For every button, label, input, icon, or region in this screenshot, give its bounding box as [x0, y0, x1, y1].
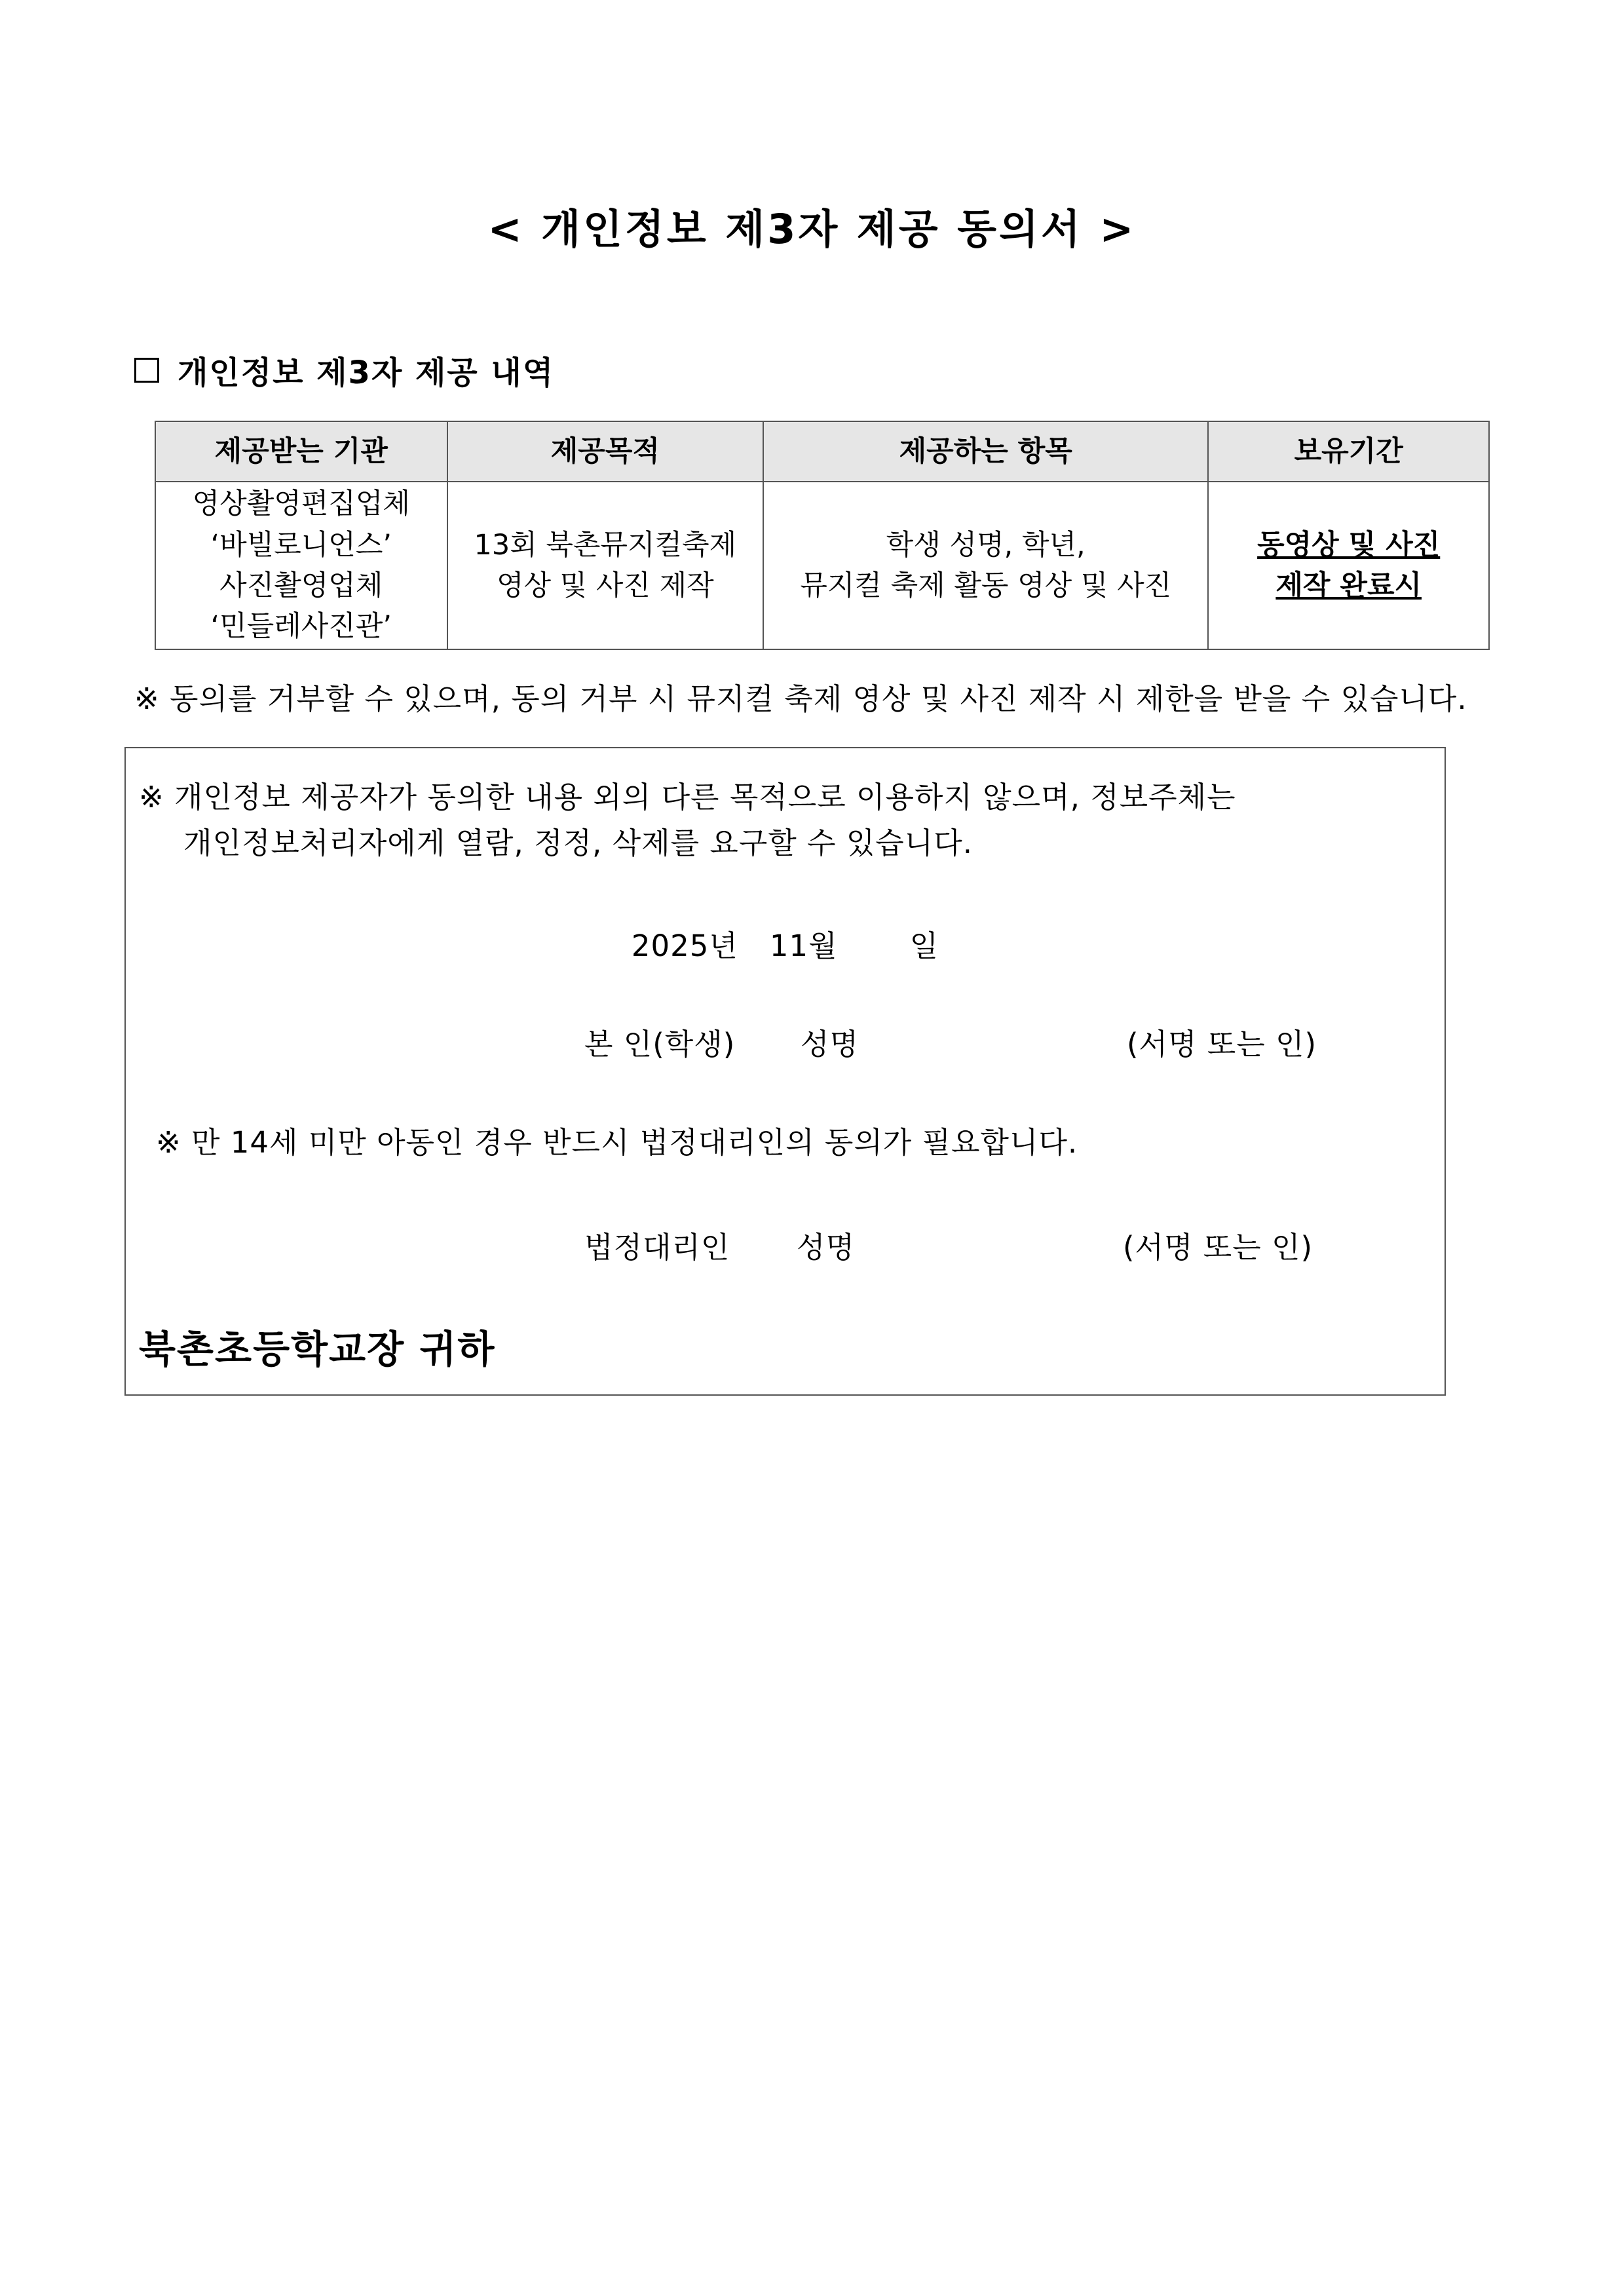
student-name-label: 성명 [801, 1027, 859, 1062]
document-title: < 개인정보 제3자 제공 동의서 > [487, 205, 1137, 253]
date-year: 2025년 [631, 928, 738, 963]
purpose-line: 13회 북촌뮤지컬축제 [474, 528, 737, 562]
refusal-note: ※ 동의를 거부할 수 있으며, 동의 거부 시 뮤지컬 축제 영상 및 사진 제작 시 제한을 받을 수 있습니다. [134, 681, 1467, 716]
header-retention: 보유기간 [1208, 421, 1489, 482]
cell-recipient [155, 482, 447, 649]
consent-box [124, 747, 1446, 1396]
cell-purpose [447, 482, 764, 649]
addressee: 북촌초등학교장 귀하 [139, 1327, 496, 1371]
date-month: 11월 [769, 928, 838, 963]
student-role-label: 본 인(학생) [584, 1027, 736, 1062]
recipient-line: 사진촬영업체 [219, 569, 383, 602]
guardian-name-label: 성명 [797, 1230, 855, 1265]
purpose-line: 영상 및 사진 제작 [496, 569, 714, 602]
header-purpose: 제공목적 [447, 421, 764, 482]
date-day: 일 [909, 928, 939, 963]
retention-line: 제작 완료시 [1275, 569, 1422, 602]
retention-line: 동영상 및 사진 [1257, 528, 1441, 562]
guardian-role-label: 법정대리인 [584, 1230, 730, 1265]
minor-consent-note: ※ 만 14세 미만 아동인 경우 반드시 법정대리인의 동의가 필요합니다. [156, 1125, 1078, 1160]
usage-notice [139, 775, 1436, 866]
header-items: 제공하는 항목 [763, 421, 1208, 482]
cell-items [763, 482, 1208, 649]
recipient-line: 영상촬영편집업체 [192, 488, 410, 521]
guardian-signature-mark: (서명 또는 인) [1123, 1230, 1313, 1265]
cell-retention [1208, 482, 1489, 649]
usage-notice-line: ※ 개인정보 제공자가 동의한 내용 외의 다른 목적으로 이용하지 않으며, 정보주체는 [139, 780, 1236, 814]
items-line: 뮤지컬 축제 활동 영상 및 사진 [800, 569, 1172, 602]
section-heading-text: 개인정보 제3자 제공 내역 [178, 354, 555, 391]
checkbox-icon [134, 358, 159, 383]
disclosure-table [155, 421, 1490, 650]
student-signature-mark: (서명 또는 인) [1127, 1027, 1317, 1062]
items-line: 학생 성명, 학년, [886, 528, 1086, 562]
section-heading [134, 347, 554, 392]
recipient-line: ‘바빌로니언스’ [210, 528, 392, 562]
table-header-row [155, 421, 1489, 482]
usage-notice-line: 개인정보처리자에게 열람, 정정, 삭제를 요구할 수 있습니다. [183, 825, 973, 860]
table-row [155, 482, 1489, 649]
recipient-line: ‘민들레사진관’ [210, 610, 392, 643]
date-line [126, 922, 1445, 965]
header-recipient: 제공받는 기관 [155, 421, 447, 482]
